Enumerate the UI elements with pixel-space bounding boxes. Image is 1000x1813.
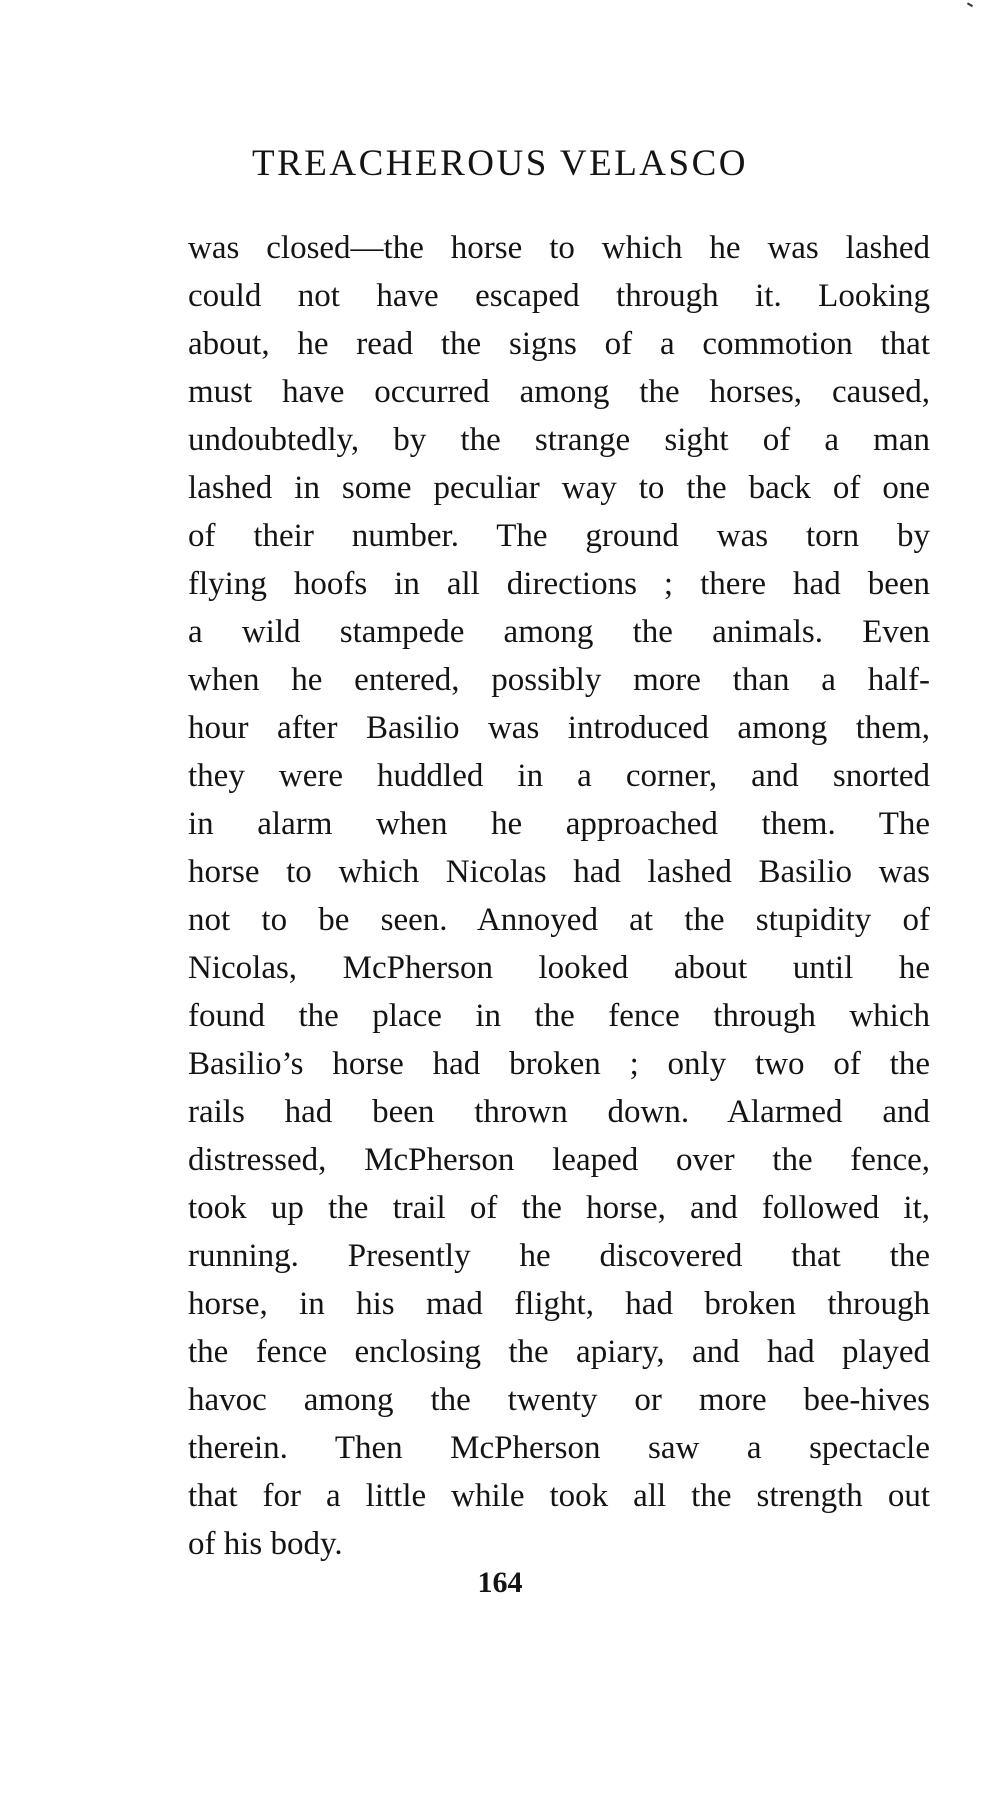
text-line: in alarm when he approached them. The [188,806,930,842]
text-line: horse, in his mad flight, had broken through [188,1286,930,1322]
page-number: 164 [477,1566,523,1599]
text-line: took up the trail of the horse, and followed it, [188,1190,930,1226]
text-line: not to be seen. Annoyed at the stupidity of [188,902,930,938]
text-line: havoc among the twenty or more bee-hives [188,1382,930,1418]
running-head: TREACHEROUS VELASCO [252,143,748,184]
text-line: flying hoofs in all directions ; there had been [188,566,930,602]
text-line: therein. Then McPherson saw a spectacle [188,1430,930,1466]
text-line: must have occurred among the horses, caused, [188,374,930,410]
text-line: when he entered, possibly more than a half- [188,662,930,698]
text-line: about, he read the signs of a commotion that [188,326,930,362]
text-line: hour after Basilio was introduced among them, [188,710,930,746]
text-line: of their number. The ground was torn by [188,518,930,554]
text-line: that for a little while took all the strength out [188,1478,930,1514]
text-line: could not have escaped through it. Looking [188,278,930,314]
text-line: they were huddled in a corner, and snorted [188,758,930,794]
scan-mark [967,0,975,7]
text-line: the fence enclosing the apiary, and had played [188,1334,930,1370]
text-line-last: of his body. [188,1526,343,1562]
text-line: was closed—the horse to which he was lashed [188,230,930,266]
text-line: a wild stampede among the animals. Even [188,614,930,650]
text-line: found the place in the fence through which [188,998,930,1034]
text-line: rails had been thrown down. Alarmed and [188,1094,930,1130]
text-line: horse to which Nicolas had lashed Basilio was [188,854,930,890]
body-text [188,224,930,1568]
text-line: lashed in some peculiar way to the back of one [188,470,930,506]
text-line: Basilio’s horse had broken ; only two of the [188,1046,930,1082]
text-line: distressed, McPherson leaped over the fence, [188,1142,930,1178]
text-line: running. Presently he discovered that the [188,1238,930,1274]
text-line: Nicolas, McPherson looked about until he [188,950,930,986]
text-line: undoubtedly, by the strange sight of a man [188,422,930,458]
